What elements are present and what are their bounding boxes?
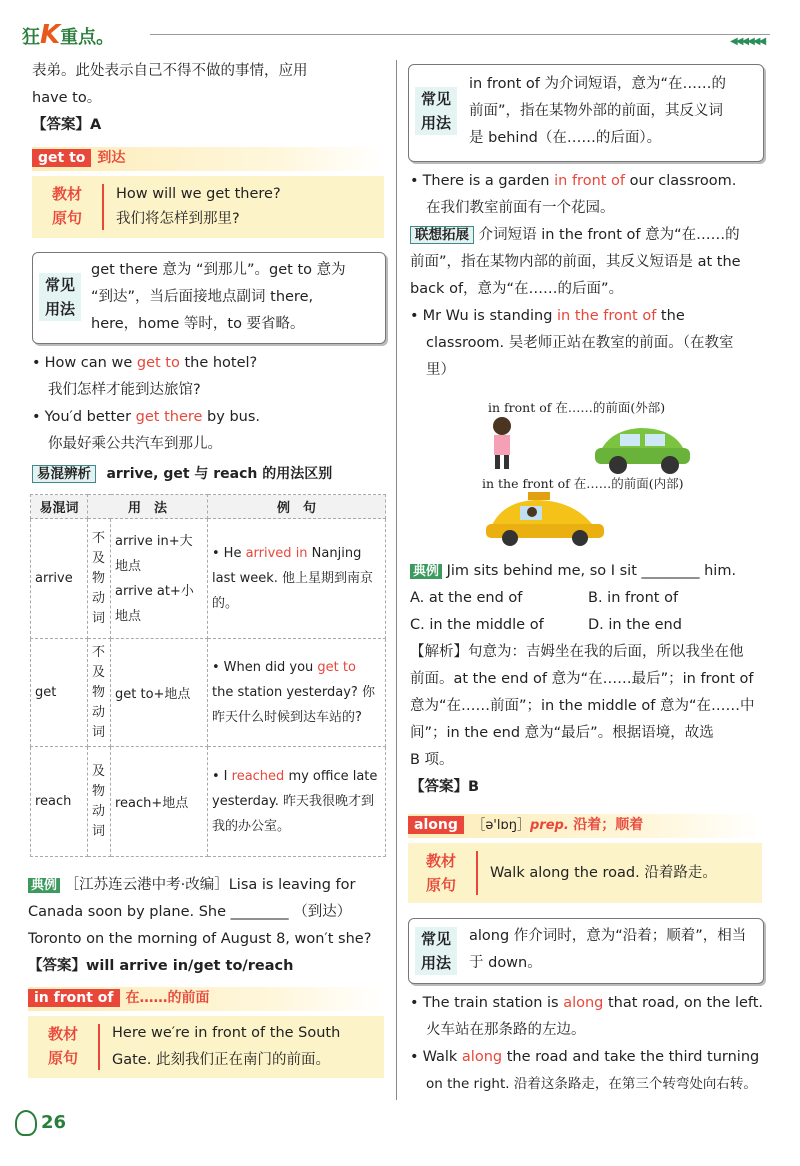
table-cell-usage: reach+地点 — [111, 747, 208, 857]
expand-line: 前面”，指在某物内部的前面，其反义短语是 at the — [410, 254, 741, 270]
table-cell-usage: arrive in+大 地点 arrive at+小 地点 — [111, 519, 208, 639]
example-translation: classroom. 吴老师正站在教室的前面。（在教室 — [426, 335, 734, 351]
confuse-label: 易混辨析 — [32, 465, 96, 483]
table-cell-example: • When did you get to the station yesterday? 你昨天什么时候到达车站的? — [208, 639, 386, 747]
in-front-original-box — [28, 1016, 384, 1078]
original-text: Walk along the road. 沿着路走。 — [490, 865, 717, 881]
options-row — [410, 612, 770, 639]
picture-caption: in front of 在……的前面(外部) — [488, 400, 666, 415]
question-line: 典例 Jim sits behind me, so I sit ________ him. — [410, 558, 770, 585]
left-intro — [32, 58, 387, 139]
example-translation: 你最好乘公共汽车到那儿。 — [48, 436, 222, 452]
original-label: 教材 原句 — [48, 1025, 79, 1067]
get-to-original-box — [32, 176, 384, 238]
original-label: 教材 原句 — [426, 852, 457, 894]
example-translation: 我们怎样才能到达旅馆? — [48, 382, 201, 398]
logo-k: K — [40, 20, 61, 50]
dianli-line: Toronto on the morning of August 8, won′t she? — [28, 931, 372, 947]
table-cell-example: • He arrived in Nanjing last week. 他上星期到南京的。 — [208, 519, 386, 639]
answer-line: 【答案】will arrive in/get to/reach — [28, 958, 294, 974]
analysis-line: 意为“在……前面”；in the middle of 意为“在……中 — [410, 698, 755, 714]
dianli-line: Canada soon by plane. She ________ （到达） — [28, 904, 352, 920]
header-logo — [22, 20, 114, 50]
usage-text: get there 意为 “到那儿”。get to 意为 “到达”，当后面接地点副词 there, here，home 等时，to 要省略。 — [91, 262, 346, 332]
table-cell-type: 不及物动词 — [88, 519, 111, 639]
option-d: D. in the end — [588, 617, 682, 633]
example-line: • Walk along the road and take the third turning — [410, 1044, 770, 1071]
left-dianli — [28, 872, 388, 980]
along-examples — [410, 990, 770, 1098]
taxi-illustration — [480, 490, 610, 550]
option-a: A. at the end of — [410, 590, 523, 606]
analysis-line: 前面。at the end of 意为“在……最后”；in front of — [410, 671, 754, 687]
option-c: C. in the middle of — [410, 617, 544, 633]
expand-label: 联想拓展 — [410, 226, 474, 244]
part-of-speech: prep. — [530, 818, 569, 833]
original-bar — [102, 184, 104, 230]
keyword-tag: get to — [32, 149, 91, 167]
table-cell-word: get — [31, 639, 88, 747]
table-row — [31, 519, 386, 639]
original-bar — [476, 851, 478, 895]
example-translation: 在我们教室前面有一个花园。 — [426, 200, 615, 216]
example-line: • You′d better get there by bus. — [32, 404, 387, 431]
analysis-line: 【解析】句意为：吉姆坐在我的后面，所以我坐在他 — [410, 644, 744, 660]
confuse-heading — [32, 462, 387, 483]
table-cell-example: • I reached my office late yesterday. 昨天我很晚才到我的办公室。 — [208, 747, 386, 857]
right-examples — [410, 168, 770, 384]
get-to-usage-box — [32, 252, 386, 344]
dianli-label: 典例 — [410, 564, 442, 579]
column-divider — [396, 60, 397, 1100]
table-header-row — [31, 495, 386, 519]
intro-line: have to。 — [32, 90, 102, 106]
logo-dot: 。 — [96, 27, 115, 48]
usage-label: 常见 用法 — [415, 87, 457, 135]
along-original-box — [408, 843, 762, 903]
confuse-title: arrive, get 与 reach 的用法区别 — [106, 466, 333, 482]
along-heading — [408, 814, 762, 838]
in-front-heading — [28, 987, 384, 1011]
table-cell-type: 不及物动词 — [88, 639, 111, 747]
girl-and-car-illustration — [480, 410, 700, 480]
option-b: B. in front of — [588, 590, 679, 606]
get-to-heading — [32, 147, 384, 171]
usage-text: in front of 为介词短语，意为“在……的 前面”，指在某物外部的前面，其反义词 是 behind（在……的后面）。 — [469, 76, 727, 146]
usage-label: 常见 用法 — [415, 927, 457, 975]
logo-text-2: 重点 — [60, 27, 97, 48]
example-translation: 火车站在那条路的左边。 — [426, 1022, 586, 1038]
usage-text: along 作介词时，意为“沿着；顺着”，相当 于 down。 — [469, 928, 747, 971]
keyword-tag: in front of — [28, 989, 120, 1007]
dianli-line: 典例 ［江苏连云港中考·改编］Lisa is leaving for — [28, 872, 388, 899]
table-cell-word: reach — [31, 747, 88, 857]
analysis-line: B 项。 — [410, 752, 454, 768]
balloon-icon — [15, 1110, 37, 1136]
usage-label: 常见 用法 — [39, 273, 81, 321]
table-row — [31, 639, 386, 747]
get-to-examples — [32, 350, 387, 458]
original-label: 教材 原句 — [52, 185, 83, 227]
in-front-usage-box — [408, 64, 764, 162]
example-translation: on the right. 沿着这条路走，在第三个转弯处向右转。 — [426, 1076, 757, 1092]
keyword-tag: along — [408, 816, 464, 834]
right-dianli — [410, 558, 770, 801]
phonetic: ［ə'lɒŋ］ — [472, 818, 530, 833]
comparison-table — [30, 494, 386, 857]
original-text: Here we′re in front of the South Gate. 此刻我们正在南门的前面。 — [112, 1025, 341, 1068]
original-text: How will we get there? 我们将怎样到那里? — [116, 186, 281, 227]
page-number: 26 — [15, 1110, 66, 1136]
table-cell-type: 及物动词 — [88, 747, 111, 857]
header-arrows-icon: ◀◀◀◀◀◀ — [730, 36, 765, 47]
answer-line: 【答案】A — [32, 117, 102, 133]
analysis-line: 间”；in the end 意为“最后”。根据语境，故选 — [410, 725, 714, 741]
dianli-label: 典例 — [28, 878, 60, 893]
expand-line: 联想拓展 介词短语 in the front of 意为“在……的 — [410, 222, 770, 249]
intro-line: 表弟。此处表示自己不得不做的事情，应用 — [32, 63, 308, 79]
answer-line: 【答案】B — [410, 779, 480, 795]
example-line: • There is a garden in front of our classroom. — [410, 168, 770, 195]
header-rule — [150, 34, 770, 35]
table-row — [31, 747, 386, 857]
logo-text-1: 狂 — [22, 27, 40, 48]
table-header: 例 句 — [208, 495, 386, 519]
options-row — [410, 585, 770, 612]
example-line: • The train station is along that road, on the left. — [410, 990, 770, 1017]
original-bar — [98, 1024, 100, 1070]
table-header: 易混词 — [31, 495, 88, 519]
table-cell-word: arrive — [31, 519, 88, 639]
keyword-meaning: 沿着；顺着 — [573, 817, 644, 833]
example-translation: 里） — [426, 362, 455, 378]
along-usage-box — [408, 918, 764, 984]
example-line: • Mr Wu is standing in the front of the — [410, 303, 770, 330]
picture-caption: in the front of 在……的前面(内部) — [482, 476, 684, 491]
keyword-meaning: 到达 — [97, 150, 126, 166]
table-header: 用 法 — [88, 495, 208, 519]
keyword-meaning: 在……的前面 — [125, 990, 210, 1006]
expand-line: back of，意为“在……的后面”。 — [410, 281, 624, 297]
table-cell-usage: get to+地点 — [111, 639, 208, 747]
example-line: • How can we get to the hotel? — [32, 350, 387, 377]
